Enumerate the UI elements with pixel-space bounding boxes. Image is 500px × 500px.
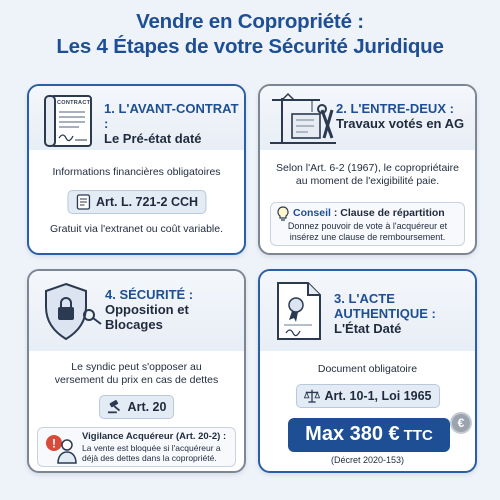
- lightbulb-icon: [276, 206, 290, 222]
- step-1-heading: [104, 101, 244, 146]
- step-4-number: 4. SÉCURITÉ :: [105, 287, 194, 302]
- euro-coin-icon: €: [450, 412, 472, 434]
- tip-title: [293, 207, 445, 219]
- step-1-text: Informations financières obligatoires: [52, 166, 221, 178]
- construction-crane-icon: [268, 92, 338, 148]
- step-2-number: 2. L'ENTRE-DEUX :: [336, 101, 454, 116]
- step-1-reference: [67, 190, 206, 214]
- step-1-ref-label: Art. L. 721-2 CCH: [95, 195, 199, 209]
- price-value: Max 380 €: [305, 423, 400, 445]
- certificate-icon: [272, 281, 328, 343]
- page-title: [0, 9, 500, 59]
- step-3-number-1: 3. L'ACTE: [334, 291, 395, 306]
- step-2-text: Selon l'Art. 6-2 (1967), le copropriétaire au moment de l'exigibilité paie.: [276, 162, 459, 187]
- step-4-subtitle-1: Opposition et: [105, 302, 189, 317]
- warning-title: Vigilance Acquéreur (Art. 20-2) :: [82, 431, 227, 442]
- decree-reference: (Décret 2020-153): [330, 455, 405, 465]
- step-4-heading: [105, 287, 193, 332]
- shield-lock-icon: [41, 281, 103, 345]
- warning-box: [37, 427, 236, 467]
- scales-icon: [304, 388, 320, 404]
- step-4-card: [27, 269, 246, 473]
- step-2-subtitle: Travaux votés en AG: [336, 116, 465, 131]
- tip-heading: : Clause de répartition: [330, 207, 445, 219]
- step-1-card: [27, 84, 246, 255]
- price-banner: [288, 418, 450, 452]
- step-4-reference: [99, 395, 175, 419]
- step-3-text: Document obligatoire: [317, 363, 418, 375]
- step-3-ref-label: Art. 10-1, Loi 1965: [324, 389, 432, 403]
- step-1-subtitle: Le Pré-état daté: [104, 131, 202, 146]
- step-1-number: 1. L'AVANT-CONTRAT :: [104, 101, 239, 131]
- step-2-card: [258, 84, 477, 255]
- step-3-reference: [296, 384, 440, 408]
- tip-box: [270, 202, 465, 246]
- title-line-2: Les 4 Étapes de votre Sécurité Juridique: [56, 35, 444, 58]
- title-line-1: Vendre en Copropriété :: [136, 10, 364, 33]
- tip-text: Donnez pouvoir de vote à l'acquéreur et insérez une clause de remboursement.: [287, 221, 448, 242]
- step-4-ref-label: Art. 20: [127, 400, 167, 414]
- warning-text: La vente est bloquée si l'acquéreur a déjà des dettes dans la copropriété.: [82, 443, 221, 463]
- step-4-subtitle-2: Blocages: [105, 317, 163, 332]
- gavel-icon: [107, 399, 123, 415]
- contract-label: CONTRACT: [57, 100, 91, 106]
- step-3-heading: [334, 291, 436, 336]
- document-icon: [75, 194, 91, 210]
- buyer-warning-icon: [42, 431, 78, 465]
- svg-text:!: !: [52, 436, 56, 451]
- price-suffix: TTC: [403, 427, 433, 444]
- step-3-subtitle: L'État Daté: [334, 321, 402, 336]
- step-4-text: Le syndic peut s'opposer au versement du prix en cas de dettes: [54, 361, 219, 386]
- step-1-note: Gratuit via l'extranet ou coût variable.: [49, 223, 223, 235]
- step-3-number-2: AUTHENTIQUE :: [334, 306, 436, 321]
- step-3-card: [258, 269, 477, 473]
- tip-label: Conseil: [293, 207, 331, 219]
- step-2-heading: [336, 101, 464, 131]
